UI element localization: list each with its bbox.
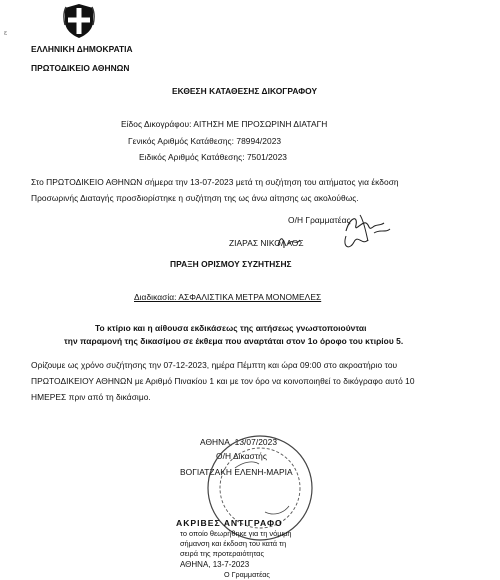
- certified-copy-line-3: σήμανση και έκδοση του κατά τη: [180, 539, 287, 548]
- notice-line-2: την παραμονή της δικασίμου σε έκθεμα που αναρτάται στον 1ο όροφο του κτιρίου 5.: [64, 336, 404, 346]
- order-line-1: Ορίζουμε ως χρόνο συζήτησης την 07-12-2023, ημέρα Πέμπτη και ώρα 09:00 στο ακροατήριο του: [31, 360, 398, 370]
- certified-copy-signatory: Ο Γραμματέας: [224, 570, 270, 579]
- order-line-3: ΗΜΕΡΕΣ πριν από τη δικάσιμο.: [31, 392, 151, 402]
- certified-copy-line-2: το οποίο θεωρήθηκε για τη νόμιμη: [180, 529, 292, 538]
- notice-line-1: Το κτίριο και η αίθουσα εκδικάσεως της αιτήσεως γνωστοποιούνται: [95, 323, 367, 333]
- greek-emblem-icon: [62, 3, 96, 39]
- hearing-act-title: ΠΡΑΞΗ ΟΡΙΣΜΟΥ ΣΥΖΗΤΗΣΗΣ: [170, 259, 292, 269]
- judge-label: Ο/Η Δικαστής: [216, 451, 267, 461]
- filing-body-line-1: Στο ΠΡΩΤΟΔΙΚΕΙΟ ΑΘΗΝΩΝ σήμερα την 13-07-2023 μετά τη συζήτηση του αιτήματος για έκδοση: [31, 177, 399, 187]
- special-filing-number: Ειδικός Αριθμός Κατάθεσης: 7501/2023: [139, 152, 287, 162]
- filing-report-title: ΕΚΘΕΣΗ ΚΑΤΑΘΕΣΗΣ ΔΙΚΟΓΡΑΦΟΥ: [172, 86, 318, 96]
- court-heading: ΠΡΩΤΟΔΙΚΕΙΟ ΑΘΗΝΩΝ: [31, 63, 130, 73]
- republic-heading: ΕΛΛΗΝΙΚΗ ΔΗΜΟΚΡΑΤΙΑ: [31, 44, 133, 54]
- secretary-name: ΖΙΑΡΑΣ ΝΙΚΟΛΑΟΣ: [229, 238, 304, 248]
- filing-body-line-2: Προσωρινής Διαταγής προσδιορίστηκε η συζήτηση της ως άνω αίτησης ως ακολούθως.: [31, 193, 359, 203]
- margin-mark: ε: [4, 30, 8, 37]
- certified-copy-heading: ΑΚΡΙΒΕΣ ΑΝΤΙΓΡΑΦΟ: [176, 518, 283, 528]
- procedure-line: Διαδικασία: ΑΣΦΑΛΙΣΤΙΚΑ ΜΕΤΡΑ ΜΟΝΟΜΕΛΕΣ: [134, 292, 322, 302]
- judge-name: ΒΟΓΙΑΤΖΑΚΗ ΕΛΕΝΗ-ΜΑΡΙΑ: [180, 467, 293, 477]
- secretary-initials-icon: [276, 228, 376, 254]
- certified-copy-date: ΑΘΗΝΑ, 13-7-2023: [180, 560, 250, 569]
- certified-copy-line-4: σειρά της προτεραιότητας: [180, 549, 264, 558]
- secretary-label: Ο/Η Γραμματέας: [288, 215, 351, 225]
- document-type: Είδος Δικογράφου: ΑΙΤΗΣΗ ΜΕ ΠΡΟΣΩΡΙΝΗ ΔΙΑΤΑΓΗ: [121, 119, 328, 129]
- place-date: ΑΘΗΝΑ, 13/07/2023: [200, 437, 278, 447]
- general-filing-number: Γενικός Αριθμός Κατάθεσης: 78994/2023: [128, 136, 282, 146]
- order-line-2: ΠΡΩΤΟΔΙΚΕΙΟΥ ΑΘΗΝΩΝ με Αριθμό Πινακίου 1 και με τον όρο να κοινοποιηθεί το δικόγραφο αυτό 10: [31, 376, 415, 386]
